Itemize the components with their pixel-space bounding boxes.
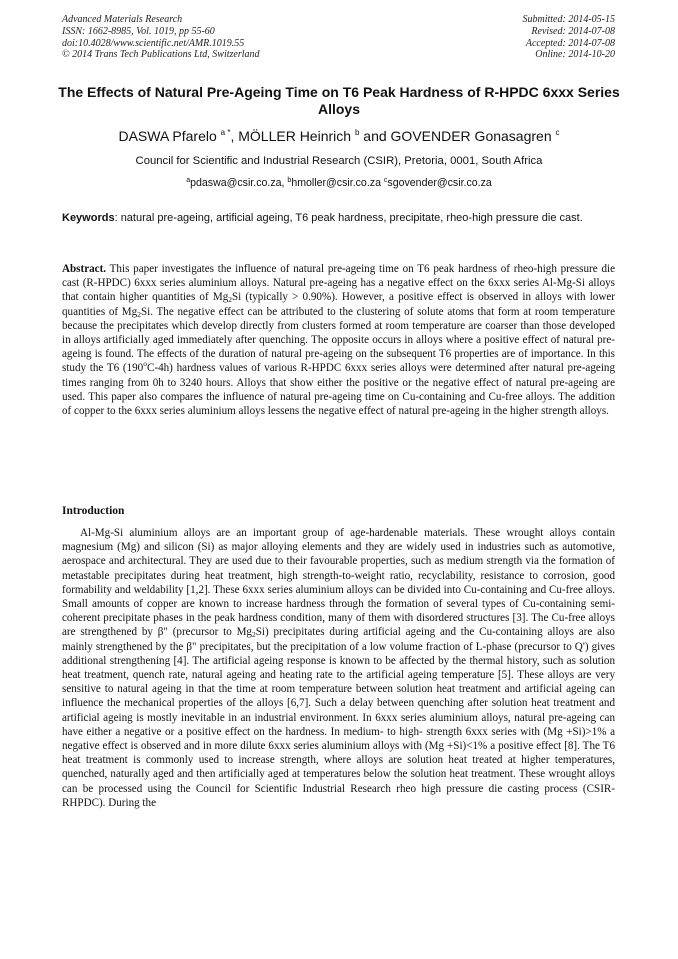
publication-dates bbox=[523, 14, 616, 61]
keywords bbox=[62, 211, 615, 225]
email-mark: b bbox=[287, 177, 292, 184]
keywords-text: : natural pre-ageing, artificial ageing, T6 peak hardness, precipitate, rheo-high pressure die cast. bbox=[114, 212, 583, 224]
author-affiliation: Council for Scientific and Industrial Research (CSIR), Pretoria, 0001, South Africa bbox=[135, 155, 543, 167]
author-separator: , bbox=[230, 128, 239, 144]
email-link[interactable]: hmoller@csir.co.za bbox=[291, 177, 384, 189]
email-mark: c bbox=[383, 177, 388, 184]
journal-issn: ISSN: 1662-8985, Vol. 1019, pp 55-60 bbox=[62, 25, 215, 37]
date-submitted: Submitted: 2014-05-15 bbox=[522, 14, 615, 25]
subscript: 2 bbox=[228, 295, 233, 305]
journal-doi[interactable]: doi:10.4028/www.scientific.net/AMR.1019.55 bbox=[62, 37, 245, 49]
email-mark: a bbox=[186, 177, 191, 184]
abstract-text: This paper investigates the influence of natural pre-ageing time on T6 peak hardness of rheo-high pressure die cast (R-HPDC) 6xxx series aluminium alloys. Natural pre-ageing has a negative effect on the 6xxx series Al-Mg-Si alloys that contain higher quantities of Mg bbox=[62, 263, 615, 304]
abstract-text: Si. The negative effect can be attributed to the clustering of solute atoms that form at room temperature because the precipitates which develop directly from clusters formed at room temperature are coarser than those developed in alloys artificially aged immediately after quenching. The opposite occurs in alloys where a positive effect of natural pre-ageing is found. The effects of the duration of natural pre-ageing on the subsequent T6 properties are of importance. In this study the T6 (190 bbox=[62, 305, 615, 375]
author-name: DASWA Pfarelo bbox=[118, 128, 217, 144]
abstract-label: Abstract. bbox=[62, 263, 107, 275]
keywords-label: Keywords bbox=[62, 212, 115, 224]
abstract-text: Si (typically > 0.90%). However, a positive effect is observed in alloys with lower quantities of Mg bbox=[62, 291, 615, 318]
introduction-paragraph bbox=[62, 526, 615, 810]
author-affiliation-mark: b bbox=[354, 128, 360, 137]
journal-name: Advanced Materials Research bbox=[62, 14, 183, 25]
author-list bbox=[40, 128, 638, 144]
date-online: Online: 2014-10-20 bbox=[535, 49, 615, 61]
degree-superscript: o bbox=[143, 359, 147, 369]
email-link[interactable]: sgovender@csir.co.za bbox=[387, 177, 492, 189]
date-accepted: Accepted: 2014-07-08 bbox=[525, 37, 615, 49]
body-text: Si) precipitates during artificial ageing and the Cu-containing alloys are also mainly strengthened by the β" precipitates, but the precipitation of a low volume fraction of L-phase (precursor to Q') gives additional strengthening [4]. The artificial ageing response is known to be affected by the thermal history, such as solution heat treatment, quench rate, natural ageing and heating rate to the artificial ageing temperature [5]. These alloys are very sensitive to natural ageing in that the time at room temperature between solution heat treatment and artificial ageing can influence the mechanical properties of the alloys [6,7]. Such a delay between quenching after solution heat treatment and artificial ageing is mostly inevitable in an industrial environment. In 6xxx series aluminium alloys, natural pre-ageing can have either a negative or a positive effect on the hardness. In medium- to high- strength 6xxx series with (Mg +Si)>1% a negative effect is observed and in more dilute 6xxx series aluminium alloys with (Mg +Si)<1% a positive effect [8]. The T6 heat treatment is commonly used to increase strength, where alloys are solution heat treated at higher temperatures, quenched, naturally aged and then artificially aged at temperatures below the solution heat treatment. These wrought alloys can be processed using the Council for Scientific Industrial Research rheo high pressure die casting process (CSIR-RHPDC). During the bbox=[62, 626, 615, 809]
abstract-text: C-4h) hardness values of various R-HPDC 6xxx series alloys were determined after natural pre-ageing times ranging from 0h to 3240 hours. Alloys that show either the positive or the negative effect of natural pre-ageing are used. This paper also compares the influence of natural pre-ageing time on Cu-containing and Cu-free alloys. The addition of copper to the 6xxx series aluminium alloys lessens the negative effect of natural pre-ageing in the higher strength alloys. bbox=[62, 362, 615, 418]
author-separator: and bbox=[359, 128, 391, 144]
journal-info bbox=[62, 14, 260, 61]
email-link[interactable]: pdaswa@csir.co.za, bbox=[190, 177, 288, 189]
author-affiliation-mark: a * bbox=[220, 128, 231, 137]
author-name: GOVENDER Gonasagren bbox=[390, 128, 552, 144]
section-heading-introduction: Introduction bbox=[62, 505, 125, 517]
author-emails bbox=[40, 176, 638, 190]
author-name: MÖLLER Heinrich bbox=[238, 128, 352, 144]
paper-title: The Effects of Natural Pre-Ageing Time on T6 Peak Hardness of R-HPDC 6xxx Series Alloys bbox=[58, 84, 620, 117]
body-text: Al-Mg-Si aluminium alloys are an important group of age-hardenable materials. These wrought alloys contain magnesium (Mg) and silicon (Si) as major alloying elements and they are widely used in industries such as automotive, aerospace and architectural. They are used due to their favourable properties, such as medium strength via the formation of metastable precipitates during heat treatment, high strength-to-weight ratio, recyclability, resistance to corrosion, good formability and weldability [1,2]. These 6xxx series aluminium alloys can be divided into Cu-containing and Cu-free alloys. Small amounts of copper are known to increase hardness through the formation of several types of Cu-containing semi-coherent precipitate phases in the peak hardness condition, many of them with disordered structures [3]. The Cu-free alloys are strengthened by β" (precursor to Mg bbox=[62, 527, 615, 639]
subscript: 2 bbox=[251, 630, 256, 640]
date-revised: Revised: 2014-07-08 bbox=[531, 25, 615, 37]
abstract bbox=[62, 262, 615, 418]
journal-copyright: © 2014 Trans Tech Publications Ltd, Switzerland bbox=[62, 49, 260, 61]
author-affiliation-mark: c bbox=[555, 128, 560, 137]
subscript: 2 bbox=[137, 309, 141, 319]
